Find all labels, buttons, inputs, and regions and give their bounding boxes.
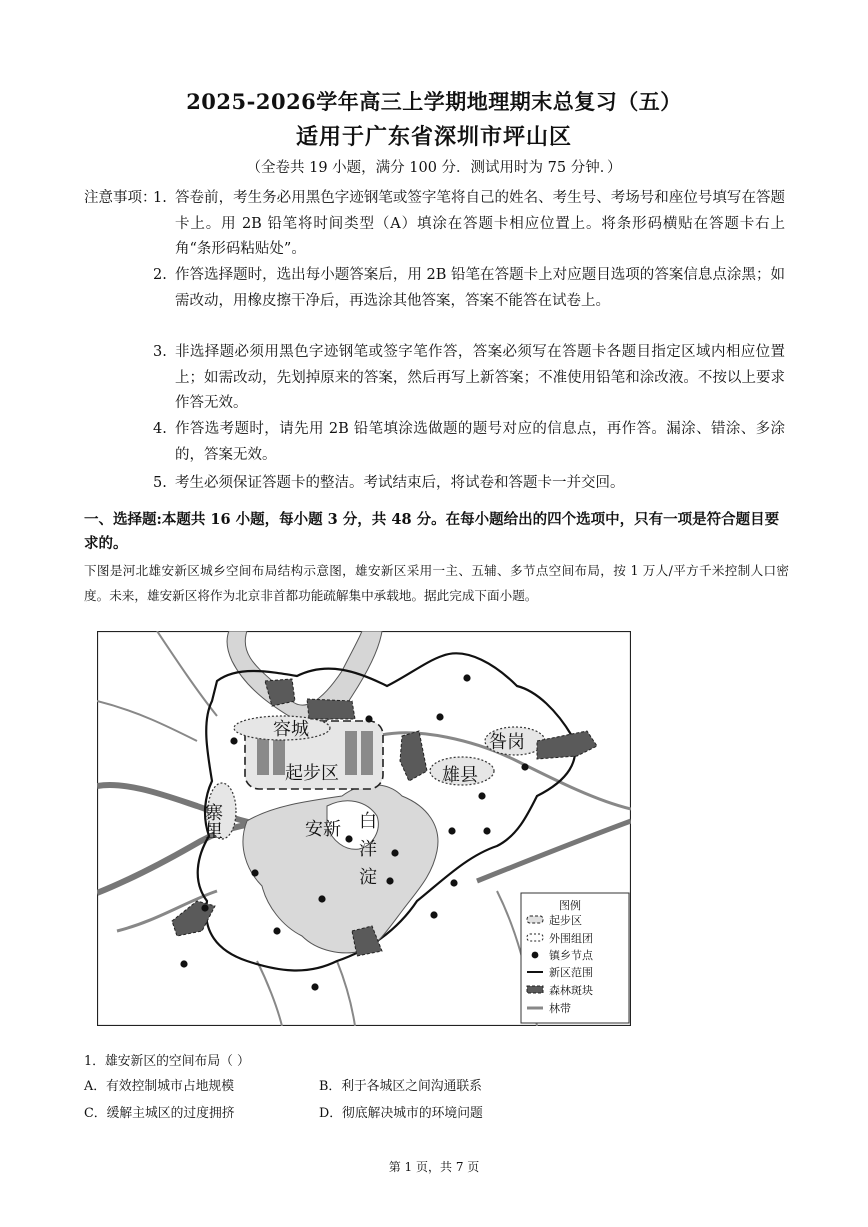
option-b: B．利于各城区之间沟通联系 [319, 1079, 482, 1094]
label-rongcheng: 容城 [273, 719, 309, 739]
page-number: 第 1 页，共 7 页 [388, 1160, 480, 1174]
note-item [153, 186, 785, 263]
note-text: 非选择题必须用黑色字迹钢笔或签字笔作答，答案必须写在答题卡各题目指定区域内相应位置上；如需改动，先划掉原来的答案，然后再写上新答案；不准使用铅笔和涂改液。不按以上要求作答无效。 [175, 344, 785, 411]
label-zanggang: 昝岗 [489, 732, 525, 752]
note-text: 作答选考题时，请先用 2B 铅笔填涂选做题的题号对应的信息点，再作答。漏涂、错涂、多涂的，答案无效。 [175, 421, 785, 463]
note-item [153, 340, 785, 417]
legend-title: 图例 [559, 900, 581, 912]
note-item [153, 417, 785, 468]
legend-outer-group: 外围组团 [549, 933, 593, 945]
label-zhaili: 寨里 [203, 803, 223, 839]
note-number: 3. [153, 344, 167, 360]
note-text: 考生必须保证答题卡的整洁。考试结束后，将试卷和答题卡一并交回。 [175, 475, 625, 491]
question-intro: 下图是河北雄安新区城乡空间布局结构示意图，雄安新区采用一主、五辅、多节点空间布局，按 1 万人/平方千米控制人口密度。未来，雄安新区将作为北京非首都功能疏解集中承载地。据此完成下面小题。 [84, 563, 789, 603]
question-1-stem: 1．雄安新区的空间布局（ ） [84, 1054, 250, 1069]
exam-region-title: 适用于广东省深圳市坪山区 [295, 124, 572, 150]
note-item [153, 471, 785, 497]
section-heading: 一、选择题:本题共 16 小题，每小题 3 分，共 48 分。在每小题给出的四个选项中，只有一项是符合题目要求的。 [84, 511, 780, 552]
exam-title: 2025-2026学年高三上学期地理期末总复习（五） [186, 89, 682, 114]
note-number: 2. [153, 267, 167, 283]
legend-forest-belt: 林带 [549, 1003, 571, 1015]
note-number: 5. [153, 475, 167, 491]
note-item [153, 263, 785, 314]
note-text: 作答选择题时，选出每小题答案后，用 2B 铅笔在答题卡上对应题目选项的答案信息点涂黑；如需改动，用橡皮擦干净后，再选涂其他答案，答案不能答在试卷上。 [175, 267, 785, 309]
note-text: 答卷前，考生务必用黑色字迹钢笔或签字笔将自己的姓名、考生号、考场号和座位号填写在答题卡上。用 2B 铅笔将时间类型（A）填涂在答题卡相应位置上。将条形码横贴在答题卡右上角“条形码粘贴处”。 [175, 190, 785, 257]
option-a: A．有效控制城市占地规模 [84, 1079, 235, 1094]
notes-heading: 注意事项： [84, 190, 157, 206]
option-d: D．彻底解决城市的环境问题 [319, 1106, 483, 1121]
option-c: C．缓解主城区的过度拥挤 [84, 1106, 235, 1121]
xiongan-map [97, 631, 631, 1026]
map-legend [521, 893, 629, 1023]
label-anxin: 安新 [305, 819, 341, 839]
exam-subtitle: （全卷共 19 小题，满分 100 分．测试用时为 75 分钟．） [246, 160, 622, 176]
label-xiongxian: 雄县 [442, 765, 478, 785]
note-number: 4. [153, 421, 167, 437]
label-baiyangdian: 白洋淀 [357, 811, 377, 895]
label-qibuqu: 起步区 [285, 763, 339, 783]
note-number: 1. [153, 190, 167, 206]
legend-qibuqu: 起步区 [549, 915, 582, 927]
legend-town-node: 镇乡节点 [549, 950, 593, 962]
legend-forest: 森林斑块 [549, 985, 593, 997]
legend-boundary: 新区范围 [549, 967, 593, 979]
